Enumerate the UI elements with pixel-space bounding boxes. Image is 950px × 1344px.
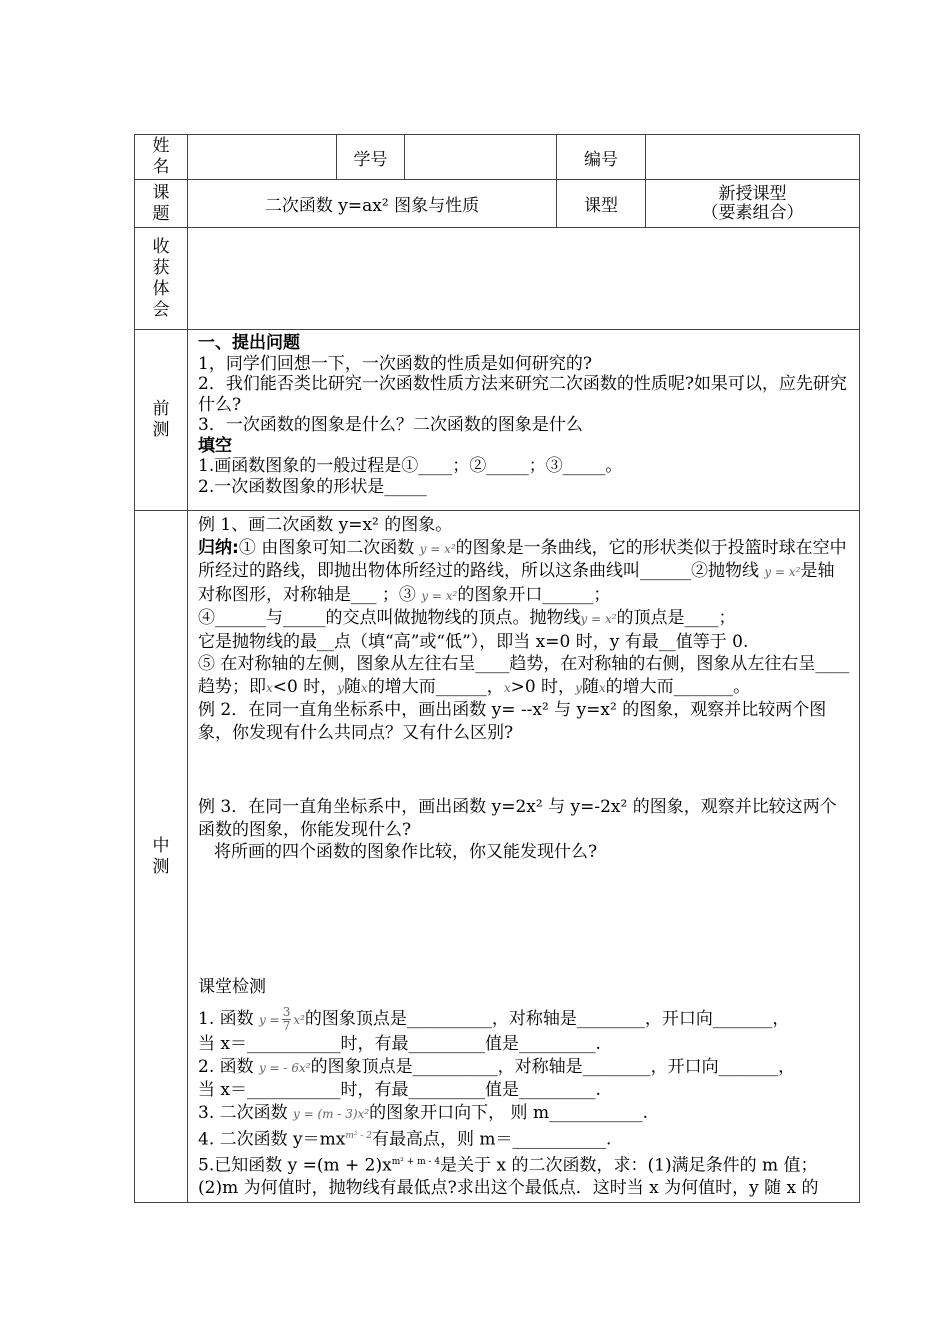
symbol-x: x <box>361 680 368 695</box>
reflection-label: 收获体会 <box>152 236 170 320</box>
number-label: 编号 <box>557 135 646 180</box>
summary-line-monotone <box>198 653 851 699</box>
reflection-field[interactable] <box>188 228 860 330</box>
check-question-5 <box>198 1151 851 1200</box>
check-question-2 <box>198 1056 851 1080</box>
check-5-exponent: m² + m - 4 <box>391 1157 441 1168</box>
check-1-body: 的图象顶点是__________，对称轴是________，开口向_______， <box>304 1009 790 1029</box>
symbol-x: x <box>266 680 273 695</box>
symbol-y: y <box>575 680 582 695</box>
summary-line-vertex <box>198 607 851 631</box>
formula-y-x2: y = x² <box>580 612 617 626</box>
check-1-x2: x² <box>293 1013 305 1027</box>
summary-part-k: 的增大而______， <box>367 676 504 697</box>
check-2-prefix: 2. 函数 <box>198 1056 254 1077</box>
lesson-type-line-1: 新授课型 <box>718 183 787 204</box>
fraction-numerator: 3 <box>282 1005 291 1019</box>
summary-part-i: <0 时， <box>272 676 338 697</box>
fraction-denominator: 7 <box>282 1019 291 1033</box>
summary-part-a: ① 由图象可知二次函数 <box>238 537 415 558</box>
summary-label: 归纳: <box>198 537 239 558</box>
lesson-type-line-2: （要素组合） <box>701 202 804 223</box>
check-question-3 <box>198 1102 851 1126</box>
fill-question-2: 2.一次函数图象的形状是_____ <box>198 476 427 497</box>
summary-part-e: ④______与_____的交点叫做抛物线的顶点。抛物线 <box>198 608 581 628</box>
name-field[interactable] <box>188 135 337 180</box>
pre-test-heading: 一、提出问题 <box>198 333 300 353</box>
check-5-body: 是关于 x 的二次函数，求：(1)满足条件的 m 值；(2)m 为何值时，抛物线有最低点?求出这个最低点．这时当 x 为何值时，y 随 x 的 <box>198 1155 819 1199</box>
lesson-plan-table <box>134 134 860 1203</box>
topic-value: 二次函数 y=ax² 图象与性质 <box>188 180 557 228</box>
student-id-label: 学号 <box>337 135 405 180</box>
summary-part-m: 的增大而_______。 <box>605 676 751 697</box>
question-2: 2．我们能否类比研究一次函数性质方法来研究二次函数的性质呢?如果可以，应先研究什么? <box>198 374 847 415</box>
check-1-line-2: 当 x＝___________时，有最_________值是_________. <box>198 1034 601 1054</box>
summary-part-g: 它是抛物线的最__点（填“高”或“低”），即当 x=0 时，y 有最__值等于 0. <box>198 631 749 652</box>
summary-part-j: 随 <box>581 676 599 697</box>
summary-part-l: >0 时， <box>510 676 576 697</box>
formula-y-x2: y = x² <box>764 565 801 579</box>
example-3: 例 3．在同一直角坐标系中，画出函数 y=2x² 与 y=-2x² 的图象，观察并比较这两个函数的图象，你能发现什么? <box>198 797 837 840</box>
check-question-1 <box>198 1006 851 1033</box>
formula-y-x2: y = x² <box>421 588 458 603</box>
summary-part-j: 随 <box>344 676 362 697</box>
pre-test-label-cell <box>135 330 188 511</box>
number-field[interactable] <box>646 135 860 180</box>
fill-heading: 填空 <box>198 435 232 456</box>
pre-test-label: 前测 <box>152 399 170 440</box>
mid-test-label: 中测 <box>152 835 170 877</box>
check-2-line-2: 当 x＝___________时，有最_________值是_________. <box>198 1080 601 1100</box>
summary-part-f: 的顶点是____； <box>616 608 736 628</box>
symbol-y: y <box>337 680 345 695</box>
check-1-y: y = <box>259 1013 280 1027</box>
question-1: 1，同学们回想一下，一次函数的性质是如何研究的? <box>198 353 592 374</box>
symbol-x: x <box>598 680 606 695</box>
example-2-answer-space[interactable] <box>198 744 851 796</box>
check-4-body: 有最高点，则 m＝___________. <box>371 1129 612 1150</box>
topic-label-cell <box>135 180 188 228</box>
check-2-formula: y = - 6x² <box>259 1060 311 1075</box>
fraction-3-7 <box>282 1006 292 1033</box>
symbol-x: x <box>503 680 511 695</box>
check-4-exponent: m² - 2 <box>345 1131 372 1141</box>
example-3-followup: 将所画的四个函数的图象作比较，你又能发现什么? <box>214 842 598 862</box>
check-4-prefix: 4. 二次函数 y＝mx <box>198 1129 346 1150</box>
lesson-type-label: 课型 <box>557 180 646 228</box>
summary-block <box>198 537 851 608</box>
name-label-cell <box>135 135 188 180</box>
summary-part-h: ⑤ 在对称轴的左侧，图象从左往右呈____趋势，在对称轴的右侧，图象从左往右呈____趋势；即 <box>198 654 850 697</box>
example-3-answer-space[interactable] <box>198 864 851 976</box>
topic-label: 课题 <box>152 182 170 224</box>
name-label: 姓名 <box>152 136 170 177</box>
summary-part-b: 的图象是一条曲线，它的形状类似于投篮时球在空中所经过的路线，即抛出物体所经过的路线，所以这条曲线叫______②抛物线 <box>198 537 847 581</box>
student-id-field[interactable] <box>405 135 557 180</box>
lesson-type-value <box>646 180 860 228</box>
summary-part-c: 是轴对称图形，对称轴是___ ；③ <box>198 561 835 605</box>
check-5-prefix: 5.已知函数 y =(m + 2)x <box>198 1155 392 1176</box>
example-1: 例 1、画二次函数 y=x² 的图象。 <box>198 515 453 535</box>
pre-test-content <box>188 330 860 511</box>
check-3-body: 的图象开口向下， 则 m___________. <box>369 1102 648 1123</box>
check-2-body: 的图象顶点是__________，对称轴是________，开口向_______， <box>310 1056 796 1077</box>
check-question-4 <box>198 1125 851 1151</box>
mid-test-label-cell <box>135 511 188 1203</box>
question-3: 3．一次函数的图象是什么？二次函数的图象是什么 <box>198 415 583 435</box>
formula-y-x2: y = x² <box>419 541 456 556</box>
check-heading: 课堂检测 <box>198 976 266 997</box>
check-3-formula: y = (m - 3)x² <box>293 1106 370 1121</box>
example-2: 例 2．在同一直角坐标系中，画出函数 y= --x² 与 y=x² 的图象，观察并比较两个图象，你发现有什么共同点？又有什么区别? <box>198 700 827 743</box>
fill-question-1: 1.画函数图象的一般过程是①____；②_____；③_____。 <box>198 456 623 476</box>
check-1-prefix: 1. 函数 <box>198 1009 254 1029</box>
check-3-prefix: 3. 二次函数 <box>198 1102 288 1123</box>
summary-part-d: 的图象开口______； <box>457 584 611 605</box>
mid-test-content <box>188 511 860 1203</box>
reflection-label-cell <box>135 228 188 330</box>
